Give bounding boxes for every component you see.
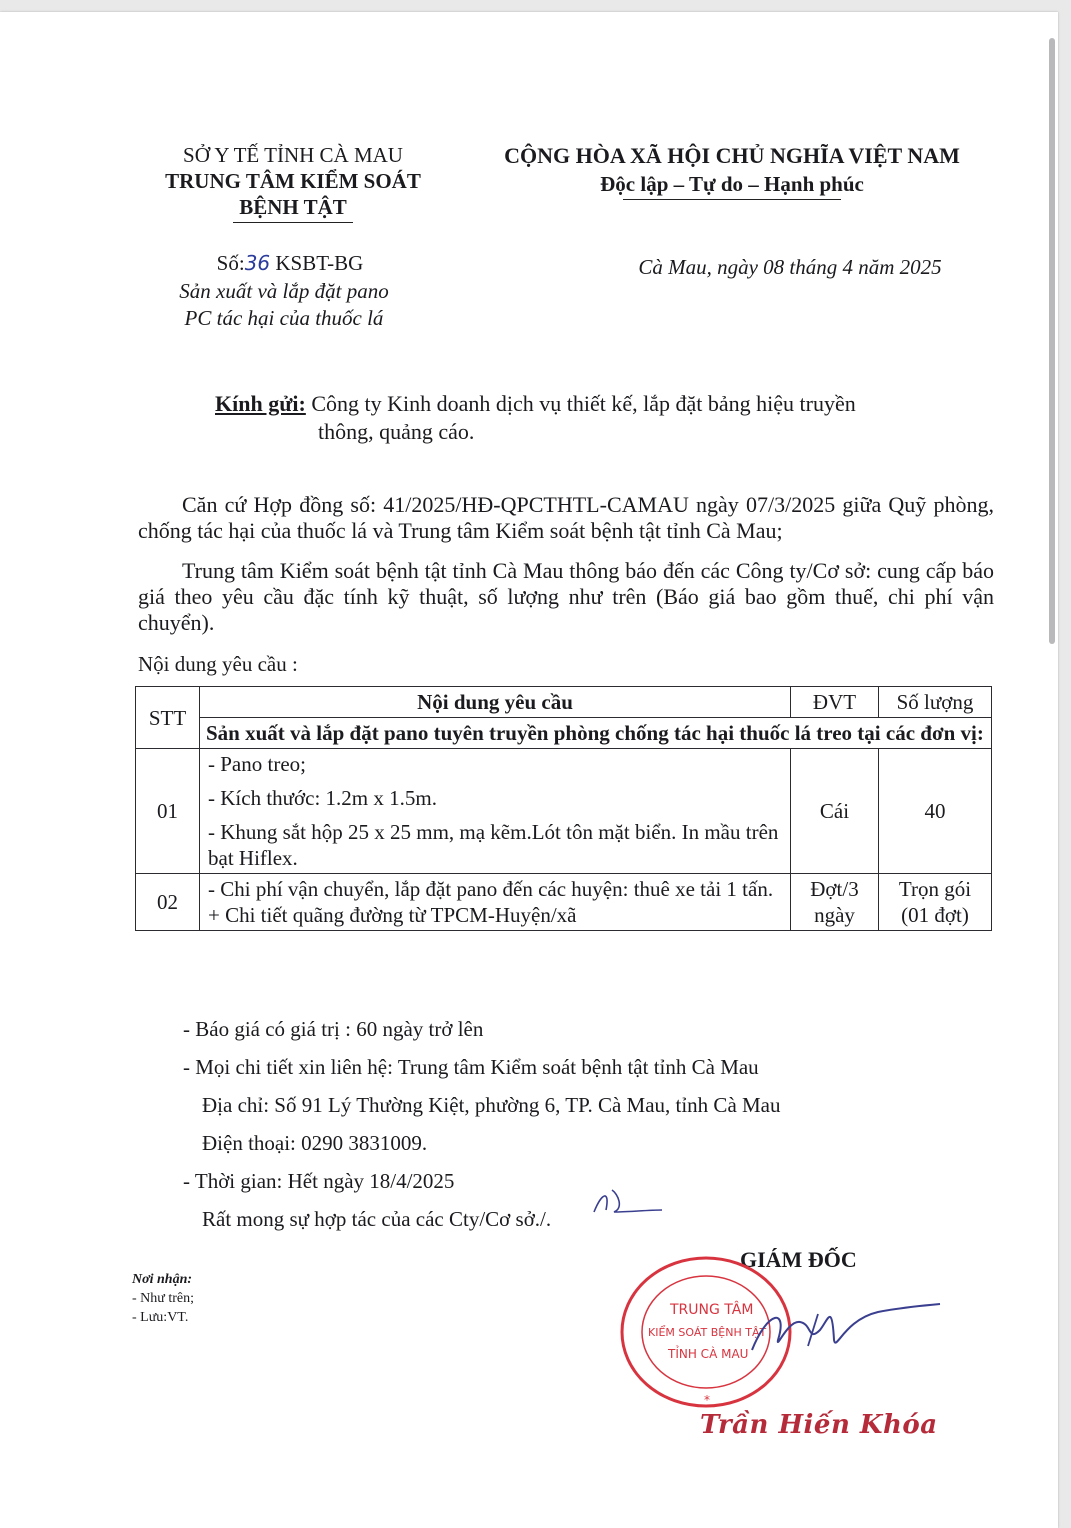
recipient-text2: thông, quảng cáo.: [318, 419, 475, 444]
row-content: [200, 749, 791, 874]
header-stt: STT: [136, 687, 200, 749]
note-address: Địa chỉ: Số 91 Lý Thường Kiệt, phường 6, TP. Cà Mau, tỉnh Cà Mau: [202, 1093, 781, 1117]
row-qty: 40: [879, 749, 992, 874]
date-line: Cà Mau, ngày 08 tháng 4 năm 2025: [638, 255, 942, 279]
body-paragraph-2: Trung tâm Kiểm soát bệnh tật tỉnh Cà Mau thông báo đến các Công ty/Cơ sở: cung cấp báo giá theo yêu cầu đặc tính kỹ thuật, số lượng như trên (Báo giá bao gồm thuế, chi phí vận chuyển).: [138, 558, 994, 635]
national-motto: [472, 142, 992, 200]
signer-name: Trần Hiến Khóa: [700, 1410, 938, 1440]
content-label: Nội dung yêu cầu :: [138, 652, 298, 676]
recipient-label: Kính gửi:: [215, 391, 306, 416]
row-stt: 01: [136, 749, 200, 874]
table-header-row: [136, 687, 992, 718]
header-unit: ĐVT: [791, 687, 879, 718]
section-title: Sản xuất và lắp đặt pano tuyên truyền phòng chống tác hại thuốc lá treo tại các đơn vị:: [200, 718, 992, 749]
recipient-line: [215, 390, 975, 446]
agency-underline: [233, 222, 353, 223]
notes-block: [183, 1010, 983, 1238]
row-line: - Pano treo;: [208, 752, 306, 776]
seal-text-1: TRUNG TÂM: [670, 1302, 754, 1318]
motto-underline: [623, 199, 841, 200]
row-stt: 02: [136, 874, 200, 931]
issuing-agency: [118, 142, 468, 223]
doc-number-prefix: Số:: [216, 251, 245, 275]
recipients-title: Nơi nhận:: [132, 1272, 193, 1287]
note-closing: Rất mong sự hợp tác của các Cty/Cơ sở./.: [202, 1207, 552, 1231]
motto: Độc lập – Tự do – Hạnh phúc: [600, 172, 864, 196]
requirements-table: [135, 686, 992, 931]
note-validity: - Báo giá có giá trị : 60 ngày trở lên: [183, 1017, 484, 1041]
header-content: Nội dung yêu cầu: [200, 687, 791, 718]
agency-name-line1: TRUNG TÂM KIỂM SOÁT: [165, 169, 421, 193]
scrollbar[interactable]: [1049, 38, 1055, 644]
document-subject: [150, 278, 418, 332]
seal-text-2: KIỂM SOÁT BỆNH TẬT: [648, 1326, 767, 1339]
row-qty: Trọn gói (01 đợt): [879, 874, 992, 931]
subject-line1: Sản xuất và lắp đặt pano: [179, 279, 389, 303]
country-name: CỘNG HÒA XÃ HỘI CHỦ NGHĨA VIỆT NAM: [504, 143, 960, 168]
table-row: [136, 874, 992, 931]
header-qty: Số lượng: [879, 687, 992, 718]
row-line: - Kích thước: 1.2m x 1.5m.: [208, 786, 437, 810]
doc-number-handwritten: 36: [244, 251, 271, 275]
note-contact: - Mọi chi tiết xin liên hệ: Trung tâm Kiểm soát bệnh tật tỉnh Cà Mau: [183, 1055, 759, 1079]
recipients-item: - Lưu:VT.: [132, 1310, 189, 1325]
row-unit: Cái: [791, 749, 879, 874]
recipients-list: [132, 1270, 194, 1327]
table-section-row: [136, 718, 992, 749]
recipient-text1: Công ty Kinh doanh dịch vụ thiết kế, lắp đặt bảng hiệu truyền: [311, 391, 856, 416]
document-page: [0, 12, 1058, 1528]
signer-title: GIÁM ĐỐC: [740, 1247, 857, 1272]
doc-number-suffix: KSBT-BG: [270, 251, 364, 275]
row-content: [200, 874, 791, 931]
body-paragraph-1: Căn cứ Hợp đồng số: 41/2025/HĐ-QPCTHTL-CAMAU ngày 07/3/2025 giữa Quỹ phòng, chống tác hại của thuốc lá và Trung tâm Kiểm soát bệnh tật tỉnh Cà Mau;: [138, 492, 994, 543]
handwritten-signature: [748, 1290, 948, 1370]
svg-text:*: *: [704, 1393, 710, 1407]
row-line: + Chi tiết quãng đường từ TPCM-Huyện/xã: [208, 903, 577, 927]
note-deadline: - Thời gian: Hết ngày 18/4/2025: [183, 1169, 455, 1193]
row-line: - Chi phí vận chuyển, lắp đặt pano đến các huyện: thuê xe tải 1 tấn.: [208, 877, 774, 901]
row-line: - Khung sắt hộp 25 x 25 mm, mạ kẽm.Lót tôn mặt biển. In mầu trên bạt Hiflex.: [208, 820, 779, 870]
document-number: [140, 250, 440, 276]
note-phone: Điện thoại: 0290 3831009.: [202, 1131, 428, 1155]
agency-name-line2: BỆNH TẬT: [239, 195, 347, 219]
seal-text-3: TỈNH CÀ MAU: [668, 1347, 749, 1361]
initials-mark: [588, 1182, 668, 1222]
row-unit: Đợt/3 ngày: [791, 874, 879, 931]
subject-line2: PC tác hại của thuốc lá: [184, 306, 384, 330]
agency-parent: SỞ Y TẾ TỈNH CÀ MAU: [183, 143, 403, 167]
table-row: [136, 749, 992, 874]
recipients-item: - Như trên;: [132, 1291, 195, 1306]
